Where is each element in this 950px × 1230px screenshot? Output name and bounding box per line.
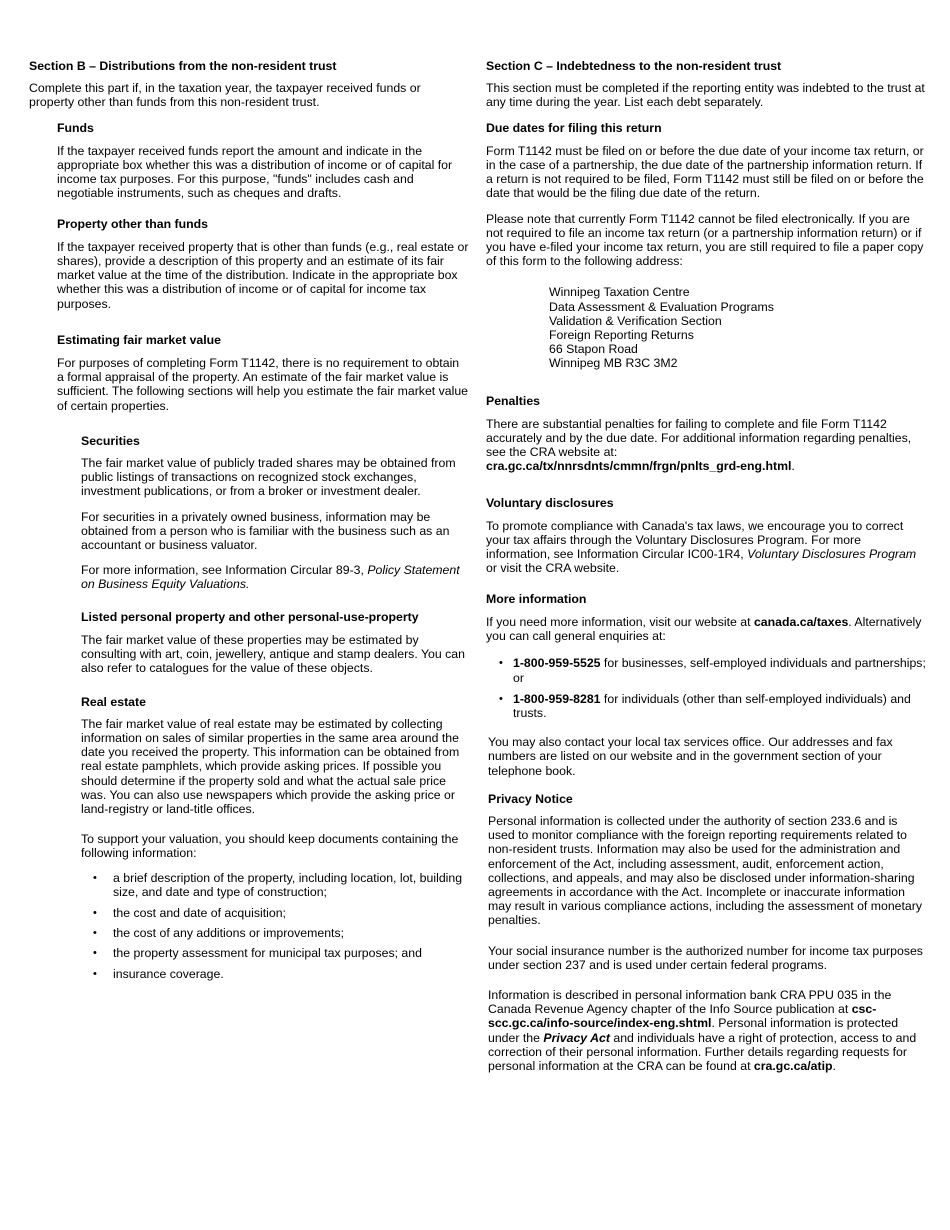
- voluntary-program-title: Voluntary Disclosures Program: [747, 547, 917, 562]
- right-column: [486, 59, 926, 1073]
- privacy-text-3: [488, 988, 926, 1073]
- address-line: Winnipeg Taxation Centre: [549, 285, 690, 300]
- circular-ref-text: For more information, see Information Circular 89-3,: [81, 563, 368, 578]
- voluntary-post: or visit the CRA website.: [486, 561, 620, 576]
- address-line: 66 Stapon Road: [549, 342, 638, 357]
- list-item-text: a brief description of the property, including location, lot, building size, and date and type of construction;: [113, 870, 463, 899]
- penalties-link[interactable]: cra.gc.ca/tx/nnrsdnts/cmmn/frgn/pnlts_grd-eng.html: [486, 459, 792, 474]
- section-c-text: This section must be completed if the reporting entity was indebted to the trust at any time during the year. List each debt separately.: [486, 81, 925, 110]
- section-b-title: Section B – Distributions from the non-resident trust: [29, 59, 337, 73]
- support-valuation-text: To support your valuation, you should keep documents containing the following information:: [81, 832, 459, 861]
- bullet-icon: •: [93, 927, 97, 940]
- privacy-text-2: Your social insurance number is the authorized number for income tax purposes under section 237 and is used under certain federal programs.: [488, 943, 923, 972]
- voluntary-disclosures-text: [486, 519, 926, 576]
- list-item-text: the cost and date of acquisition;: [113, 905, 286, 920]
- more-info-text: [486, 615, 926, 643]
- address-line: Data Assessment & Evaluation Programs: [549, 299, 774, 314]
- listed-property-text: The fair market value of these properties may be estimated by consulting with art, coin, jewellery, antique and stamp dealers. You can also refer to catalogues for the value of these objects.: [81, 632, 465, 676]
- more-info-pre: If you need more information, visit our website at: [486, 614, 754, 629]
- penalties-heading: Penalties: [486, 393, 540, 408]
- address-line: Winnipeg MB R3C 3M2: [549, 356, 678, 371]
- address-line: Foreign Reporting Returns: [549, 328, 694, 343]
- list-item: [81, 967, 469, 981]
- info-source-link[interactable]: csc-scc.gc.ca/info-source/index-eng.shtml: [488, 1002, 877, 1031]
- securities-text-1: The fair market value of publicly traded shares may be obtained from public listings of transactions on recognized stock exchanges, investment publications, or from a broker or investment dealer.: [81, 456, 456, 499]
- list-item: [81, 906, 469, 920]
- list-item-text: the cost of any additions or improvements;: [113, 926, 345, 941]
- phone-number[interactable]: 1-800-959-5525: [513, 656, 601, 671]
- more-info-heading: More information: [486, 591, 587, 606]
- real-estate-text: The fair market value of real estate may be estimated by collecting information on sales of similar properties in the same area around the date you received the property. This information can be obtained from real estate pamphlets, which provide asking prices. If possible you should determine if the property sold and what the actual sale price was. You can also use newspapers which provide the asking price or land-registry or land-title offices.: [81, 716, 460, 816]
- listed-property-heading: Listed personal property and other personal-use-property: [81, 609, 419, 624]
- phone-list: [486, 656, 926, 720]
- privacy-act-title: Privacy Act: [543, 1030, 610, 1045]
- real-estate-heading: Real estate: [81, 694, 146, 709]
- securities-text-3: [81, 563, 469, 591]
- section-c-title: Section C – Indebtedness to the non-resident trust: [486, 59, 782, 73]
- paper-copy-note: Please note that currently Form T1142 cannot be filed electronically. If you are not required to file an income tax return (or a partnership information return) or if you have e-filed your income tax return, you are still required to file a paper copy of this form to the following address:: [486, 211, 924, 269]
- due-dates-heading: Due dates for filing this return: [486, 120, 662, 135]
- bullet-icon: •: [499, 692, 503, 705]
- atip-link[interactable]: cra.gc.ca/atip: [753, 1058, 833, 1073]
- voluntary-disclosures-heading: Voluntary disclosures: [486, 495, 614, 510]
- property-text: If the taxpayer received property that is other than funds (e.g., real estate or shares), provide a description of this property and an estimate of its fair market value at the time of the distribution. Indicate in the appropriate box whether this was a distribution of income or of capital for income tax purposes.: [57, 239, 469, 311]
- due-dates-text: Form T1142 must be filed on or before the due date of your income tax return, or in the case of a partnership, the due date of the partnership information return. If a return is not required to be filed, Form T1142 must still be filed on or before the date that would be the filing due date of the return.: [486, 143, 924, 201]
- bullet-icon: •: [93, 871, 97, 884]
- privacy-p3-d: .: [832, 1058, 836, 1073]
- address-line: Validation & Verification Section: [549, 313, 722, 328]
- phone-number[interactable]: 1-800-959-8281: [513, 691, 601, 706]
- voluntary-pre: To promote compliance with Canada's tax laws, we encourage you to correct your tax affairs through the Voluntary Disclosures Program. For more information, see Information Circular IC00-1R4,: [486, 518, 904, 562]
- list-item: [486, 656, 926, 684]
- bullet-icon: •: [93, 906, 97, 919]
- tax-office-text: You may also contact your local tax services office. Our addresses and fax numbers are listed on our website and in the government section of your telephone book.: [488, 735, 893, 778]
- list-item-text: the property assessment for municipal tax purposes; and: [113, 946, 422, 961]
- property-heading: Property other than funds: [57, 216, 208, 231]
- bullet-icon: •: [93, 967, 97, 980]
- phone-desc: for individuals (other than self-employed individuals) and trusts.: [513, 691, 911, 720]
- penalties-body: There are substantial penalties for failing to complete and file Form T1142 accurately and by the due date. For additional information regarding penalties, see the CRA website at:: [486, 416, 912, 460]
- taxes-website-link[interactable]: canada.ca/taxes: [753, 614, 849, 629]
- mailing-address: [549, 285, 926, 370]
- privacy-text-1: Personal information is collected under the authority of section 233.6 and is used to monitor compliance with the foreign reporting requirements related to non-resident trusts. Information may also be used for the administration and enforcement of the Act, including assessment, audit, enforcement action, collections, and appeals, and may also be disclosed under information-sharing agreements in accordance with the Act. Incomplete or inaccurate information may result in various compliance actions, including the assessment of monetary penalties.: [488, 813, 923, 928]
- valuation-documents-list: [81, 871, 469, 981]
- privacy-p3-b: . Personal information is protected under the: [488, 1016, 899, 1045]
- list-item: [81, 871, 469, 899]
- bullet-icon: •: [93, 947, 97, 960]
- phone-desc: for businesses, self-employed individuals and partnerships; or: [513, 656, 926, 685]
- funds-heading: Funds: [57, 120, 94, 135]
- securities-text-2: For securities in a privately owned business, information may be obtained from a person who is familiar with the business such as an accountant or business valuator.: [81, 509, 450, 553]
- list-item: [81, 926, 469, 940]
- privacy-notice-heading: Privacy Notice: [488, 791, 573, 806]
- list-item: [81, 946, 469, 960]
- fmv-heading: Estimating fair market value: [57, 332, 222, 347]
- privacy-p3-a: Information is described in personal information bank CRA PPU 035 in the Canada Revenue Agency chapter of the Info Source publication at: [488, 987, 892, 1017]
- left-column: [29, 59, 469, 981]
- fmv-text: For purposes of completing Form T1142, there is no requirement to obtain a formal appraisal of the property. An estimate of the fair market value is sufficient. The following sections will help you estimate the fair market value of certain properties.: [57, 356, 469, 413]
- more-info-post: . Alternatively you can call general enquiries at:: [486, 614, 922, 644]
- circular-title: Policy Statement on Business Equity Valuations.: [81, 563, 460, 592]
- bullet-icon: •: [499, 657, 503, 670]
- list-item: [486, 692, 926, 720]
- section-b-intro: Complete this part if, in the taxation year, the taxpayer received funds or property other than funds from this non-resident trust.: [29, 81, 421, 110]
- funds-text: If the taxpayer received funds report the amount and indicate in the appropriate box whether this was a distribution of income or of capital for income tax purposes. For this purpose, "funds" includes cash and negotiable instruments, such as cheques and drafts.: [57, 143, 453, 201]
- list-item-text: insurance coverage.: [113, 966, 224, 981]
- penalties-end: .: [791, 459, 795, 474]
- securities-heading: Securities: [81, 433, 140, 448]
- privacy-p3-c: and individuals have a right of protection, access to and correction of their personal information. Further details regarding requests for personal information at the CRA can be found at: [488, 1030, 917, 1073]
- penalties-text: [486, 417, 926, 474]
